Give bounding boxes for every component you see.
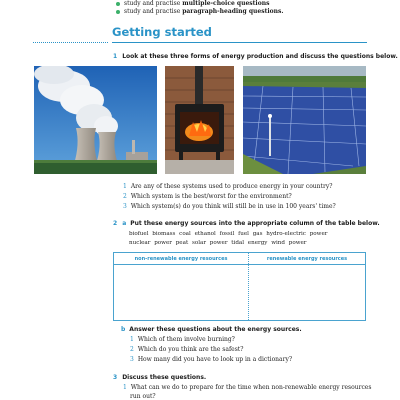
bullet-prefix: study and practise <box>124 8 181 15</box>
question-text: Answer these questions about the energy sources. <box>129 326 302 333</box>
bullet-bold: paragraph-heading questions. <box>182 8 284 15</box>
question-number: 2 <box>113 220 118 227</box>
question-3 <box>113 374 206 381</box>
item-number: 2 <box>123 193 127 200</box>
list-item <box>130 336 235 343</box>
item-number: 3 <box>130 356 134 363</box>
bullet-dot-icon <box>116 10 120 14</box>
question-number: 1 <box>113 53 118 60</box>
item-text: What can we do to prepare for the time when non-renewable energy resources <box>130 384 372 391</box>
item-number: 2 <box>130 346 134 353</box>
question-text: Look at these three forms of energy production and discuss the questions below. <box>122 53 398 60</box>
bullet-item <box>116 0 269 7</box>
renewable-cell[interactable] <box>249 265 366 321</box>
table-header-nonrenewable: non-renewable energy resources <box>114 253 249 265</box>
item-text: Which do you think are the safest? <box>137 346 244 353</box>
list-item <box>130 346 243 353</box>
bullet-prefix: study and practise <box>124 0 181 7</box>
item-number: 3 <box>123 203 127 210</box>
question-text: Put these energy sources into the appropriate column of the table below. <box>130 220 380 227</box>
list-item <box>123 183 332 190</box>
bullet-dot-icon <box>116 2 120 6</box>
list-item <box>123 384 371 391</box>
section-title: Getting started <box>112 25 212 39</box>
bullet-item <box>116 8 283 15</box>
item-text: Which of them involve burning? <box>137 336 235 343</box>
item-text: Which system is the best/worst for the environment? <box>130 193 292 200</box>
item-number: 1 <box>123 183 127 190</box>
wood-stove-photo <box>165 66 234 174</box>
item-number: 1 <box>130 336 134 343</box>
nuclear-power-photo <box>34 66 157 174</box>
item-number: 1 <box>123 384 127 391</box>
energy-table <box>113 252 366 321</box>
question-letter: a <box>122 220 127 227</box>
nonrenewable-cell[interactable] <box>114 265 249 321</box>
energy-sources-line: biofuel biomass coal ethanol fossil fuel gas hydro-electric power <box>129 231 328 237</box>
question-1 <box>113 53 398 60</box>
item-text: Are any of these systems used to produce energy in your country? <box>130 183 333 190</box>
bullet-bold: multiple-choice questions <box>182 0 270 7</box>
list-item <box>123 193 292 200</box>
question-number: 3 <box>113 374 118 381</box>
question-2a <box>113 220 380 227</box>
question-text: Discuss these questions. <box>122 374 207 381</box>
item-text: Which system(s) do you think will still be in use in 100 years' time? <box>130 203 336 210</box>
solar-farm-photo <box>243 66 366 174</box>
item-continuation: run out? <box>130 393 156 400</box>
list-item <box>123 203 336 210</box>
energy-sources-line: nuclear power peat solar power tidal energy wind power <box>129 240 307 246</box>
question-2b <box>121 326 302 333</box>
dotted-rule <box>33 42 108 43</box>
list-item <box>130 356 292 363</box>
heading-rule <box>112 42 367 43</box>
item-text: How many did you have to look up in a dictionary? <box>137 356 293 363</box>
question-letter: b <box>121 326 126 333</box>
table-header-renewable: renewable energy resources <box>249 253 366 265</box>
